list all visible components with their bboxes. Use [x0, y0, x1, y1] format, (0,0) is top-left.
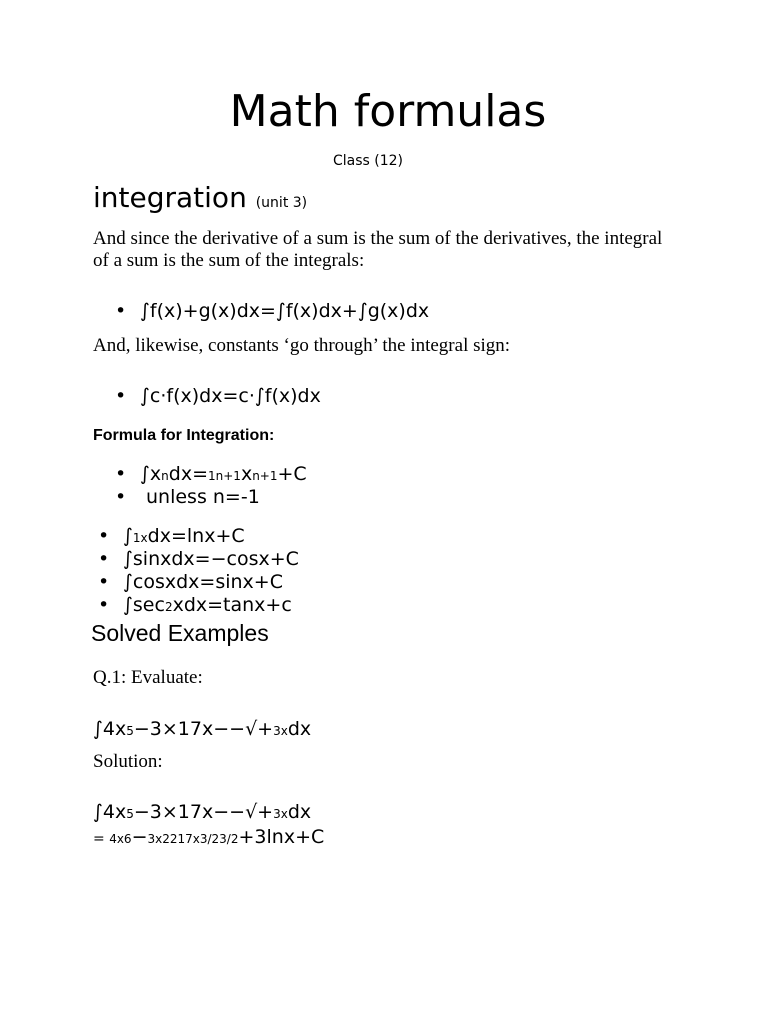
- formula-cos: ∫cosxdx=sinx+C: [123, 571, 283, 593]
- solution-label: Solution:: [93, 751, 163, 772]
- result-part: 3x2217x3/23/2: [147, 832, 239, 846]
- solution-formula: [93, 801, 311, 826]
- bullet-icon: •: [98, 525, 110, 547]
- solution-result: [93, 826, 324, 851]
- power-rule-part: 1n+1: [208, 469, 241, 483]
- result-part: =: [93, 831, 110, 847]
- solution-formula-part: −3×17x−−√+: [133, 801, 274, 823]
- formula-power-rule: [140, 463, 307, 488]
- sec-part: xdx=tanx+c: [172, 594, 292, 616]
- bullet-icon: •: [98, 594, 110, 616]
- question-formula-part: dx: [287, 718, 312, 740]
- solution-formula-part: 3x: [273, 807, 288, 821]
- page-title: Math formulas: [229, 86, 547, 137]
- page-subtitle: Class (12): [332, 153, 404, 169]
- section-heading-text: integration: [93, 181, 247, 214]
- ln-part: ∫: [123, 525, 133, 547]
- power-rule-part: n: [161, 469, 169, 483]
- formula-heading: Formula for Integration:: [93, 427, 275, 444]
- bullet-icon: •: [115, 463, 127, 485]
- solved-examples-heading: Solved Examples: [91, 620, 269, 646]
- formula-sec: [123, 594, 292, 619]
- question-label: Q.1: Evaluate:: [93, 667, 203, 688]
- power-rule-part: n+1: [252, 469, 278, 483]
- solution-formula-part: dx: [287, 801, 312, 823]
- question-formula: [93, 718, 311, 743]
- bullet-icon: •: [98, 548, 110, 570]
- question-formula-part: ∫4x: [93, 718, 127, 740]
- result-part: −: [131, 826, 148, 848]
- bullet-icon: •: [115, 300, 127, 322]
- solution-formula-part: 5: [126, 807, 134, 821]
- power-rule-part: +C: [277, 463, 307, 485]
- bullet-icon: •: [115, 385, 127, 407]
- section-unit: (unit 3): [255, 195, 308, 211]
- result-part: 4x6: [109, 832, 132, 846]
- formula-sin: ∫sinxdx=−cosx+C: [123, 548, 299, 570]
- formula-constant: ∫c·f(x)dx=c·∫f(x)dx: [140, 385, 321, 407]
- sec-part: ∫sec: [123, 594, 165, 616]
- power-rule-part: dx=: [168, 463, 208, 485]
- formula-ln: [123, 525, 245, 550]
- power-rule-part: x: [240, 463, 253, 485]
- paragraph-constants: And, likewise, constants ‘go through’ the integral sign:: [93, 335, 511, 356]
- question-formula-part: 3x: [273, 724, 288, 738]
- formula-unless: unless n=-1: [146, 486, 260, 508]
- solution-formula-part: ∫4x: [93, 801, 127, 823]
- ln-part: dx=lnx+C: [147, 525, 245, 547]
- paragraph-sum-rule: And since the derivative of a sum is the sum of the derivatives, the integral of a sum is the sum of the integrals:: [93, 228, 663, 271]
- section-heading: [93, 180, 307, 221]
- result-part: +3lnx+C: [238, 826, 325, 848]
- sec-part: 2: [164, 600, 173, 614]
- bullet-icon: •: [115, 486, 127, 508]
- power-rule-part: ∫x: [140, 463, 162, 485]
- ln-part: 1x: [132, 531, 148, 545]
- question-formula-part: −3×17x−−√+: [133, 718, 274, 740]
- bullet-icon: •: [98, 571, 110, 593]
- question-formula-part: 5: [126, 724, 134, 738]
- formula-sum: ∫f(x)+g(x)dx=∫f(x)dx+∫g(x)dx: [140, 300, 430, 322]
